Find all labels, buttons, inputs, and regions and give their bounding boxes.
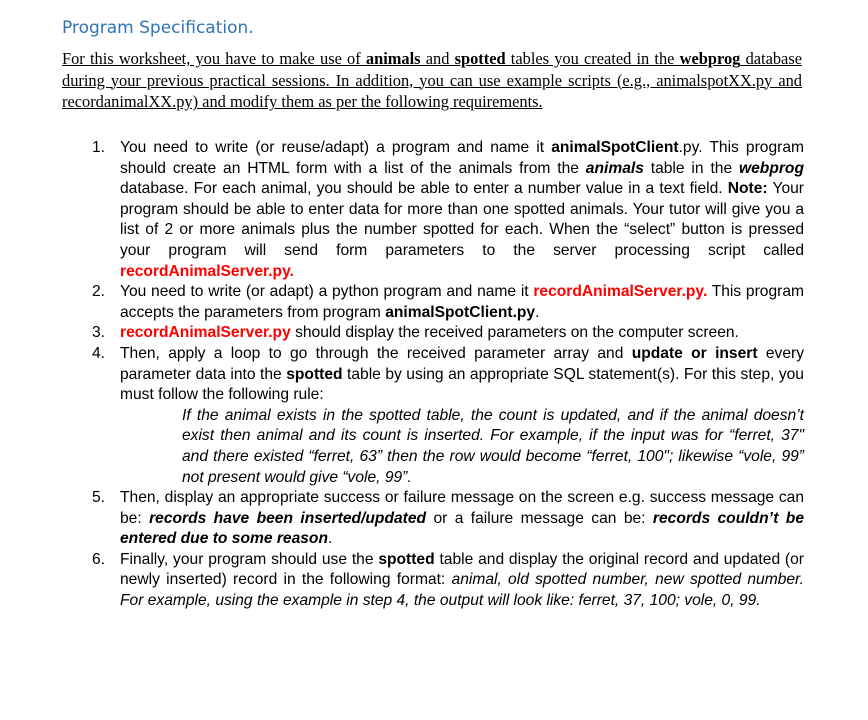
- item-text: .py. This program should create an HTML form with a list of the animals from the: [120, 139, 804, 177]
- item-red-filename: recordAnimalServer.py.: [120, 262, 294, 280]
- intro-webprog: webprog: [679, 49, 741, 68]
- item-text: should display the received parameters on the computer screen.: [290, 324, 739, 342]
- list-item: [92, 282, 804, 323]
- item-number: 3.: [92, 324, 106, 342]
- item-text: or a failure message can be:: [426, 509, 653, 527]
- list-item: [92, 323, 804, 344]
- item-number: 6.: [92, 550, 106, 568]
- intro-text: and: [420, 49, 455, 68]
- item-bold: update or insert: [631, 344, 758, 362]
- item-number: 2.: [92, 283, 106, 301]
- intro-spotted: spotted: [454, 49, 506, 68]
- item-number: 4.: [92, 344, 106, 362]
- item-red-filename: recordAnimalServer.py.: [533, 283, 708, 301]
- item-note-label: Note:: [727, 180, 768, 198]
- requirements-list: [92, 138, 804, 612]
- intro-animals: animals: [365, 49, 421, 68]
- intro-text: For this worksheet, you have to make use of: [62, 49, 366, 68]
- item-bold: spotted: [286, 365, 343, 383]
- intro-text: tables you created in the: [505, 49, 680, 68]
- list-item: [92, 344, 804, 488]
- item-bold-italic: webprog: [739, 159, 804, 177]
- intro-text-bold: . In addition, you can use example scripts (e.g., animalspotXX.py and recordanimalXX.py) and modify them as per the following requirements.: [62, 70, 803, 112]
- item-red-filename: recordAnimalServer.py: [120, 324, 291, 342]
- item-italic: animal, old spotted number, new spotted number. For example, using the example in step 4, the output will look like: ferret, 37, 100; vole, 0, 99.: [120, 571, 805, 610]
- item-bold-italic: records have been inserted/updated: [149, 509, 427, 527]
- item-text: You need to write (or reuse/adapt) a program and name it: [120, 139, 552, 156]
- item-text: You need to write (or adapt) a python program and name it: [120, 283, 534, 301]
- item-bold-italic: animals: [585, 159, 644, 177]
- item-bold-italic: records couldn’t be entered due to some reason: [120, 509, 805, 548]
- rule-text: If the animal exists in the spotted table, the count is updated, and if the animal doesn’t exist then animal and its count is inserted. For example, if the input was for “ferret, 37" and there existed “ferret, 63” then the row would become “ferret, 100"; likewise “vole, 99” not present would give “vole, 99”.: [182, 406, 804, 486]
- item-number: 5.: [92, 489, 106, 507]
- list-item: [92, 138, 804, 282]
- item-text: every parameter data into the: [120, 344, 804, 383]
- item-text: .: [535, 303, 540, 321]
- item-text: Finally, your program should use the: [120, 550, 379, 568]
- item-text: table in the: [643, 159, 739, 177]
- item-text: table and display the original record and updated (or newly inserted) record in the following format:: [120, 550, 804, 589]
- item-text: database. For each animal, you should be able to enter a number value in a text field.: [120, 180, 728, 198]
- item-text: This program accepts the parameters from program: [120, 283, 804, 321]
- item-bold: spotted: [378, 550, 435, 568]
- item-bold: animalSpotClient.py: [385, 303, 536, 321]
- item-bold: animalSpotClient: [551, 139, 679, 156]
- list-item: [92, 488, 804, 550]
- intro-text: database during your previous practical sessions: [62, 49, 802, 90]
- item-text: Then, display an appropriate success or failure message on the screen e.g. success message can be:: [120, 489, 804, 527]
- item-text: Then, apply a loop to go through the received parameter array and: [120, 344, 632, 362]
- item-text: table by using an appropriate SQL statement(s). For this step, you must follow the following rule:: [120, 365, 804, 404]
- item-text: Your program should be able to enter data for more than one spotted animals. Your tutor will give you a list of 2 or more animals plus the number spotted for each. When the “select” button is pressed your program will send form parameters to the server processing script called: [120, 180, 805, 259]
- item-text: .: [327, 530, 333, 548]
- section-heading: Program Specification.: [62, 18, 254, 38]
- intro-paragraph: [62, 48, 802, 113]
- list-item: [92, 550, 804, 612]
- item-number: 1.: [92, 139, 106, 156]
